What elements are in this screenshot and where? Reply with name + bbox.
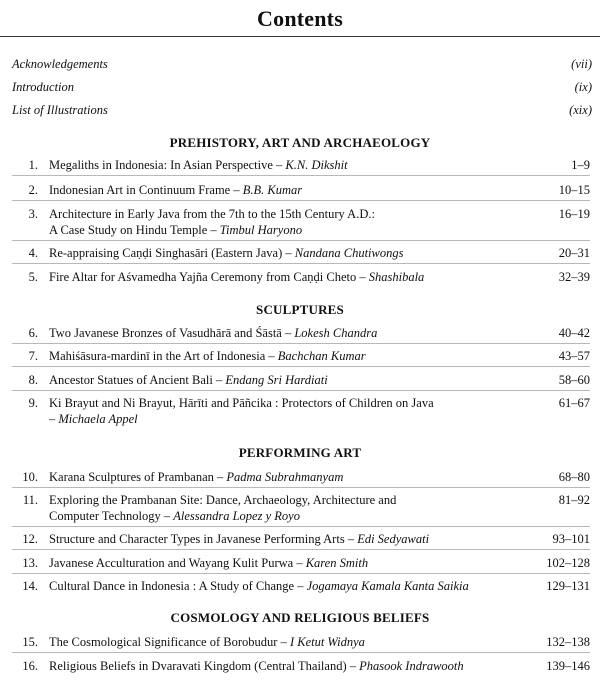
entry-number: 3. (28, 207, 38, 221)
entry-pages: 20–31 (558, 246, 590, 260)
entry-author: Edi Sedyawati (357, 532, 430, 546)
entry-pages: 61–67 (558, 396, 590, 410)
entry-number: 13. (22, 556, 38, 570)
entry-author: I Ketut Widnya (289, 635, 365, 649)
entry-number: 7. (28, 349, 38, 363)
entry-title: Architecture in Early Java from the 7th to the 15th Century A.D.: (49, 207, 375, 221)
entry-pages: 16–19 (558, 207, 590, 221)
contents-page: Contents Acknowledgements (vii) Introduction (ix) List of Illustrations (xix) PREHISTORY, ART AND ARCHAEOLOGY 1. Megaliths in Indonesia: In Asian Perspective – K.N. Dikshit 1–9 2. Indonesian Art in Continuum Frame – B.B. Kumar 10–15 3. Architecture in Early Java from the 7th to the 15th Century A.D.: A Case Study on Hindu Temple – Timbul Haryono 16–19 4. Re-appraising Caṇḍi Singhasāri (Eastern Java) – Nandana Chutiwongs 20–31 5. Fire Altar for Aśvamedha Yajña Ceremony from Caṇḍi Cheto – Shashibala 32–39 SCULPTURES 6. Two Javanese Bronzes of Vasudhārā and Śāstā – Lokesh Chandra 40–42 7. Mahiśāsura-mardinī in the Art of Indonesia – Bachchan Kumar 43–57 8. Ancestor Statues of Ancient Bali – Endang Sri Hardiati 58–60 9. Ki Brayut and Ni Brayut, Hārīti and Pāñcika : Protectors of Children on Java – Michaela Appel 61–67 PERFORMING ART 10. Karana Sculptures of Prambanan – Padma Subrahmanyam 68–80 11. Exploring the Prambanan Site: Dance, Archaeology, Architecture and Computer Technology – Alessandra Lopez y Royo 81–92 12. Structure and Character Types in Javanese Performing Arts – Edi Sedyawati 93–101 13. Javanese Acculturation and Wayang Kulit Purwa – Karen Smith 102–128 14. Cultural Dance in Indonesia : A Study of Change – Jogamaya Kamala Kanta Saikia 129–131 COSMOLOGY AND RELIGIOUS BELIEFS 15. The Cosmological Significance of Borobudur – I Ketut Widnya 132–138 16. Religious Beliefs in Dvaravati Kingdom (Central Thailand) – Phasook Indrawooth 139–146 (0, 0, 600, 680)
page-title: Contents (257, 6, 343, 31)
front-item-page: (xix) (569, 103, 592, 117)
entry-number: 4. (28, 246, 38, 260)
entry-author: Padma Subrahmanyam (226, 470, 344, 484)
section-heading: SCULPTURES (256, 302, 344, 317)
divider (12, 175, 590, 176)
entry-pages: 139–146 (546, 659, 590, 673)
entry-author: Lokesh Chandra (294, 326, 378, 340)
entry-author: K.N. Dikshit (285, 158, 348, 172)
entry-number: 12. (22, 532, 38, 546)
entry-number: 15. (22, 635, 38, 649)
entry-number: 1. (28, 158, 38, 172)
entry-pages: 81–92 (558, 493, 590, 507)
front-item-introduction (12, 80, 592, 98)
entry-author: B.B. Kumar (242, 183, 303, 197)
entry-title: Fire Altar for Aśvamedha Yajña Ceremony from Caṇḍi Cheto (49, 270, 357, 284)
entry-title: Karana Sculptures of Prambanan (49, 470, 214, 484)
entry-title: Two Javanese Bronzes of Vasudhārā and Śāstā (49, 326, 282, 340)
entry-author: Nandana Chutiwongs (294, 246, 404, 260)
entry-number: 6. (28, 326, 38, 340)
entry-number: 16. (22, 659, 38, 673)
divider (12, 390, 590, 391)
divider (12, 526, 590, 527)
entry-title-continued: Computer Technology (49, 509, 161, 523)
entry-title: Structure and Character Types in Javanese Performing Arts (49, 532, 345, 546)
entry-author: Shashibala (368, 270, 425, 284)
divider (12, 366, 590, 367)
entry-number: 14. (22, 579, 38, 593)
entry-pages: 1–9 (571, 158, 590, 172)
entry-pages: 43–57 (558, 349, 590, 363)
entry-pages: 132–138 (546, 635, 590, 649)
entry-title: The Cosmological Significance of Borobudur (49, 635, 278, 649)
entry-pages: 32–39 (558, 270, 590, 284)
entry-author: Phasook Indrawooth (359, 659, 464, 673)
entry-number: 9. (28, 396, 38, 410)
entry-title: Ki Brayut and Ni Brayut, Hārīti and Pāñcika : Protectors of Children on Java (49, 396, 434, 410)
entry-title: Megaliths in Indonesia: In Asian Perspective (49, 158, 273, 172)
entry-pages: 129–131 (546, 579, 590, 593)
divider (12, 263, 590, 264)
entry-author: Bachchan Kumar (277, 349, 366, 363)
divider (12, 200, 590, 201)
divider (12, 652, 590, 653)
title-rule (0, 36, 600, 37)
entry-author: Jogamaya Kamala Kanta Saikia (306, 579, 469, 593)
front-item-acknowledgements (12, 57, 592, 75)
entry-author: Timbul Haryono (219, 223, 303, 237)
front-item-list-of-illustrations (12, 103, 592, 121)
entry-number: 10. (22, 470, 38, 484)
section-heading: PREHISTORY, ART AND ARCHAEOLOGY (169, 135, 431, 150)
entry-pages: 102–128 (546, 556, 590, 570)
entry-pages: 58–60 (558, 373, 590, 387)
divider (12, 240, 590, 241)
front-item-page: (vii) (571, 57, 592, 71)
divider (12, 573, 590, 574)
front-item-label: Acknowledgements (12, 57, 108, 71)
front-item-label: List of Illustrations (12, 103, 108, 117)
entry-pages: 93–101 (552, 532, 590, 546)
entry-title: Exploring the Prambanan Site: Dance, Archaeology, Architecture and (49, 493, 397, 507)
entry-author: Alessandra Lopez y Royo (173, 509, 300, 523)
front-item-label: Introduction (12, 80, 75, 94)
entry-title: Indonesian Art in Continuum Frame (49, 183, 231, 197)
divider (12, 343, 590, 344)
entry-number: 5. (28, 270, 38, 284)
entry-number: 2. (28, 183, 38, 197)
entry-title: Cultural Dance in Indonesia : A Study of Change (49, 579, 295, 593)
entry-author: Karen Smith (305, 556, 369, 570)
divider (12, 549, 590, 550)
entry-pages: 40–42 (558, 326, 590, 340)
entry-title: Javanese Acculturation and Wayang Kulit Purwa (49, 556, 294, 570)
entry-number: 8. (28, 373, 38, 387)
entry-title: Religious Beliefs in Dvaravati Kingdom (Central Thailand) (49, 659, 347, 673)
entry-title-continued: A Case Study on Hindu Temple (49, 223, 208, 237)
entry-title: Re-appraising Caṇḍi Singhasāri (Eastern Java) (49, 246, 283, 260)
entry-author: Endang Sri Hardiati (225, 373, 328, 387)
section-heading: COSMOLOGY AND RELIGIOUS BELIEFS (170, 610, 430, 625)
entry-author: Michaela Appel (58, 412, 138, 426)
section-heading: PERFORMING ART (238, 445, 362, 460)
divider (12, 487, 590, 488)
entry-number: 11. (22, 493, 38, 507)
entry-title: Ancestor Statues of Ancient Bali (49, 373, 213, 387)
entry-pages: 68–80 (558, 470, 590, 484)
entry-title: Mahiśāsura-mardinī in the Art of Indonesia (49, 349, 266, 363)
entry-pages: 10–15 (558, 183, 590, 197)
front-item-page: (ix) (574, 80, 592, 94)
